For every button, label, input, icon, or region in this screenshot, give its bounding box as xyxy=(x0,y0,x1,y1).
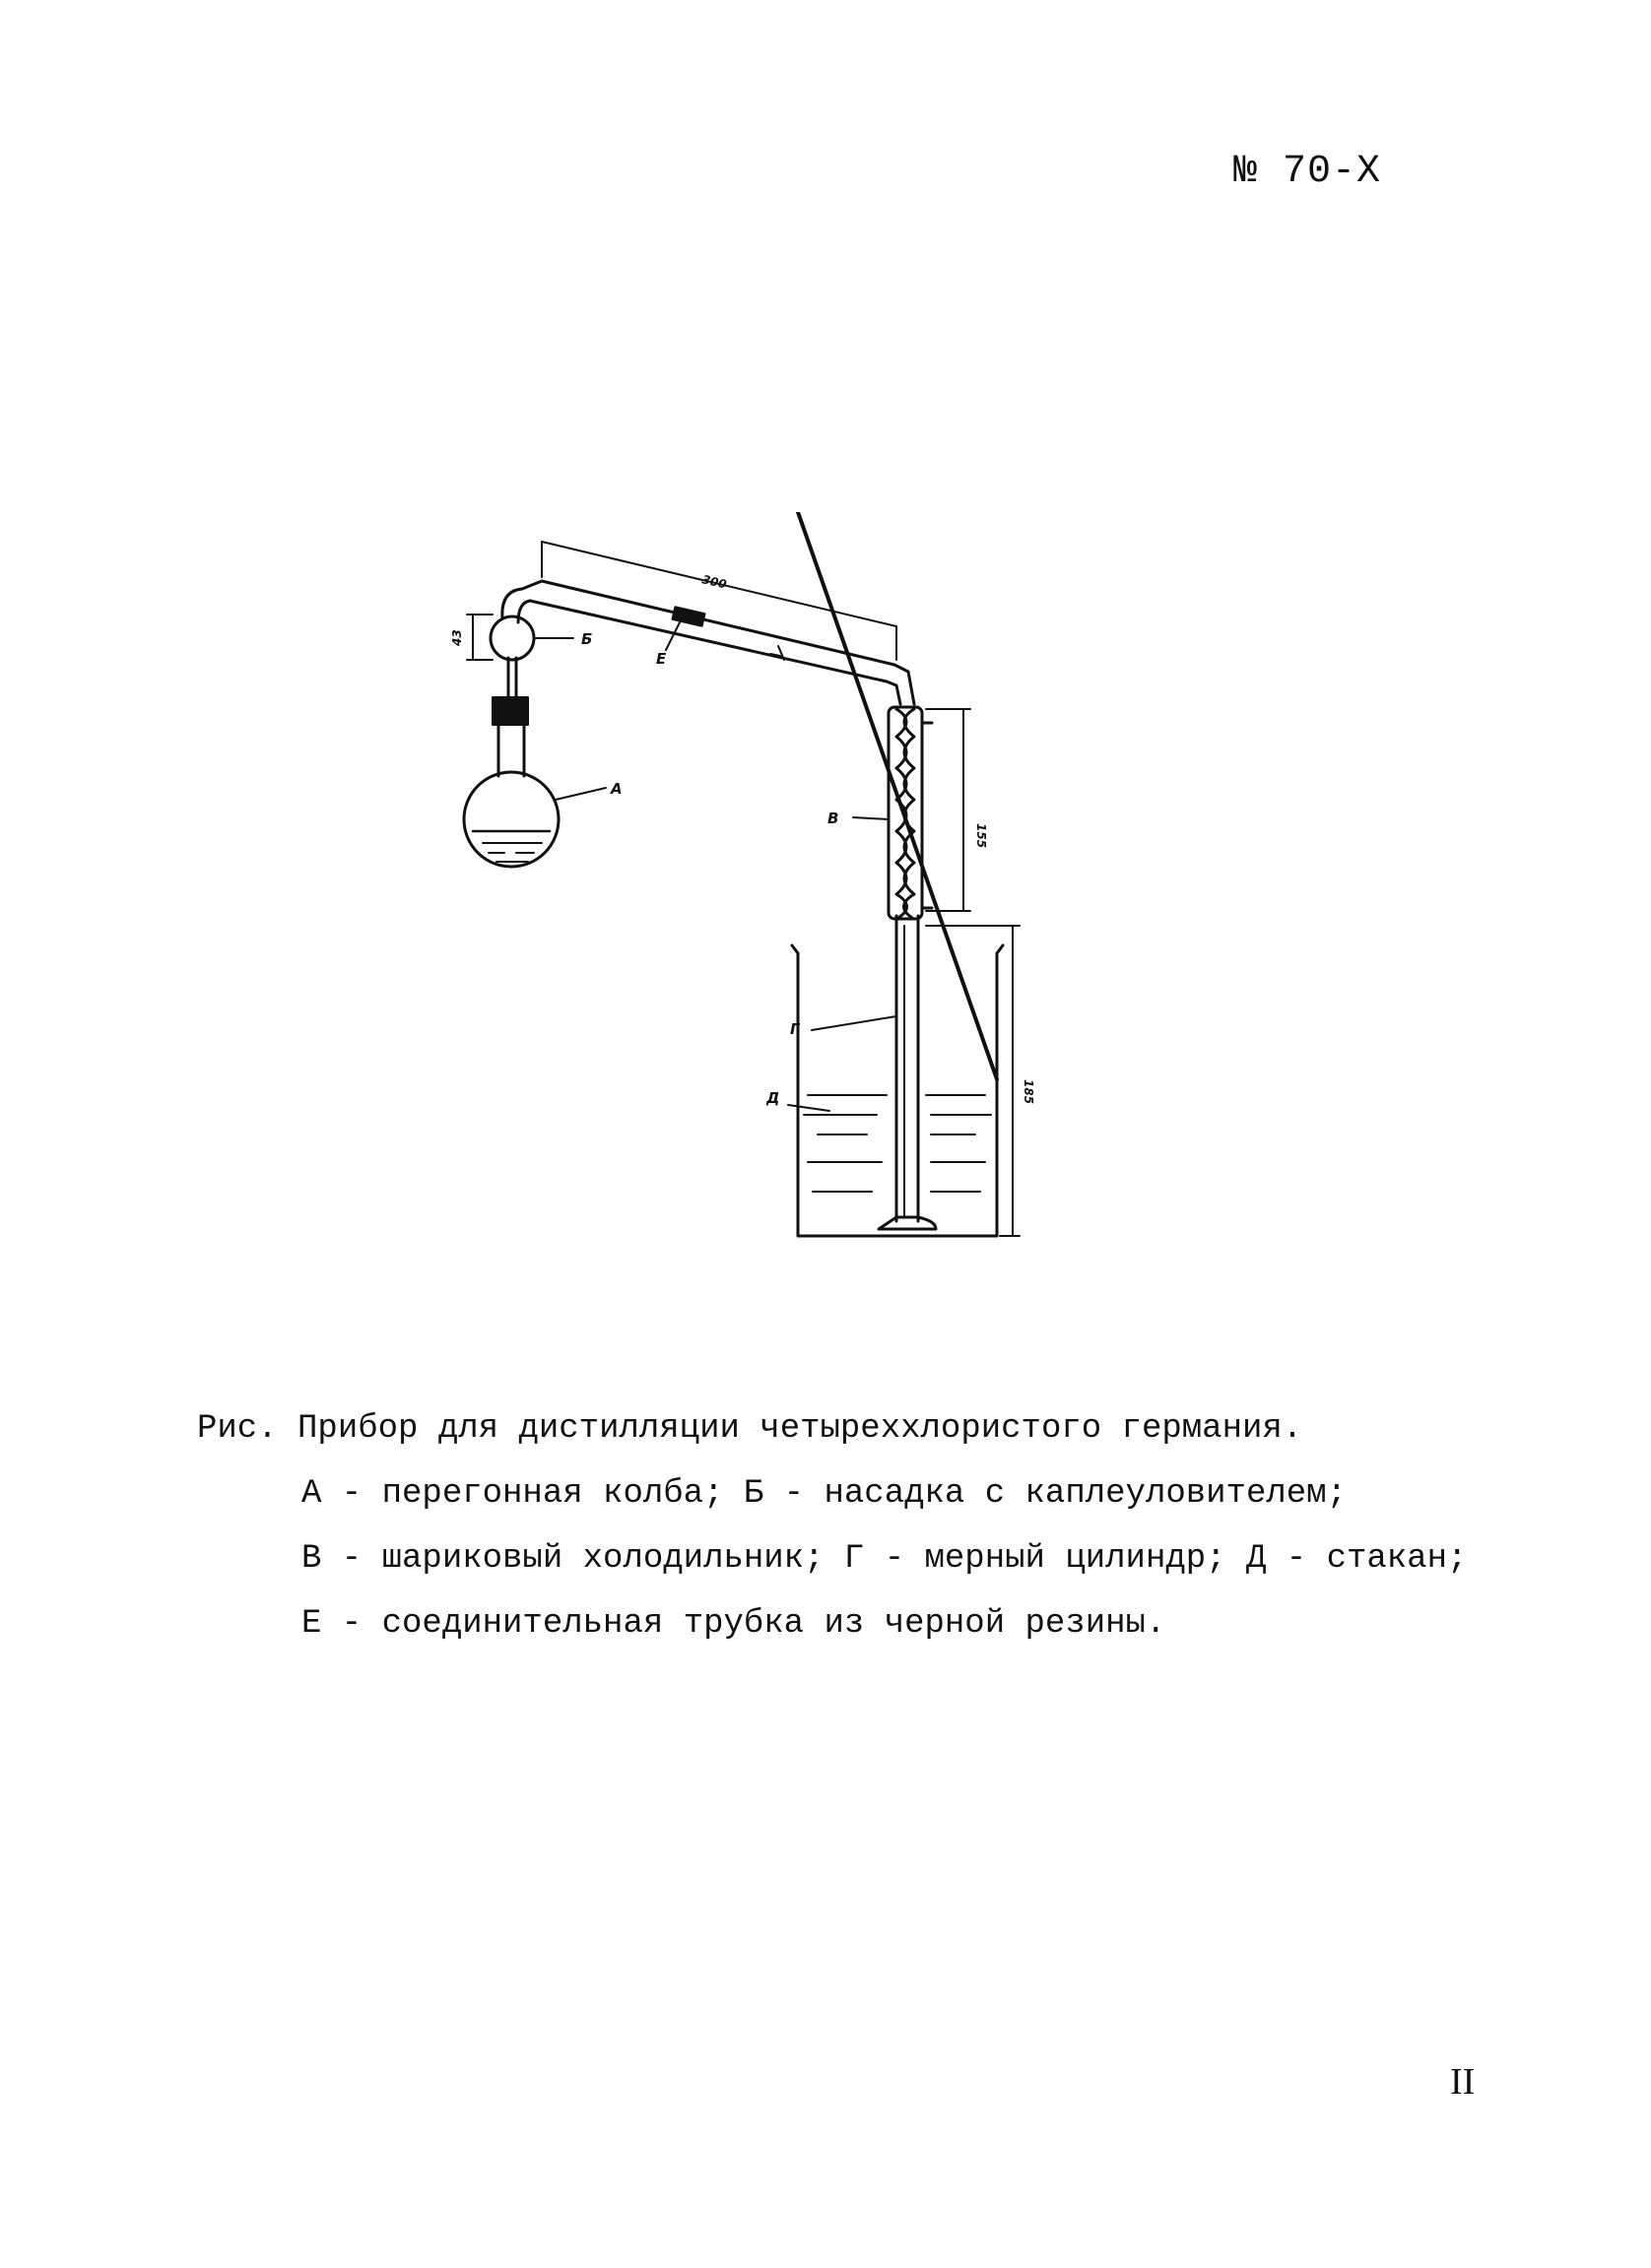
label-flask: А xyxy=(611,780,623,798)
bulb-condenser xyxy=(889,707,932,919)
distillation-apparatus-figure xyxy=(433,512,1044,1241)
figure-caption xyxy=(197,1396,1478,1656)
rubber-joint xyxy=(673,608,704,625)
dimension-lines xyxy=(467,542,1020,1236)
caption-line-3: Е - соединительная трубка из черной резины. xyxy=(301,1605,1166,1643)
label-condenser: В xyxy=(827,810,839,827)
label-adapter: Б xyxy=(581,630,593,648)
rubber-stopper xyxy=(493,697,528,725)
apparatus-drawing xyxy=(433,512,1044,1241)
document-number: № 70-X xyxy=(1233,150,1382,194)
label-tube: Е xyxy=(656,650,667,668)
measuring-cylinder xyxy=(879,916,936,1229)
dim-beaker-height: 185 xyxy=(1022,1079,1035,1105)
dim-condenser-height: 155 xyxy=(974,823,988,849)
caption-line-1: А - перегонная колба; Б - насадка с каплеуловителем; xyxy=(301,1475,1347,1513)
label-cylinder: Г xyxy=(790,1020,800,1038)
page-number: II xyxy=(1450,2061,1476,2103)
caption-line-2: В - шариковый холодильник; Г - мерный цилиндр; Д - стакан; xyxy=(301,1540,1468,1578)
caption-title: Рис. Прибор для дистилляции четыреххлористого германия. xyxy=(197,1410,1303,1448)
distillation-flask xyxy=(464,709,559,867)
leader-lines xyxy=(536,618,896,1111)
dim-adapter-height: 43 xyxy=(450,629,464,646)
label-beaker: Д xyxy=(766,1089,780,1107)
dim-tube-length: 300 xyxy=(700,572,728,592)
splash-head-adapter xyxy=(491,581,542,697)
